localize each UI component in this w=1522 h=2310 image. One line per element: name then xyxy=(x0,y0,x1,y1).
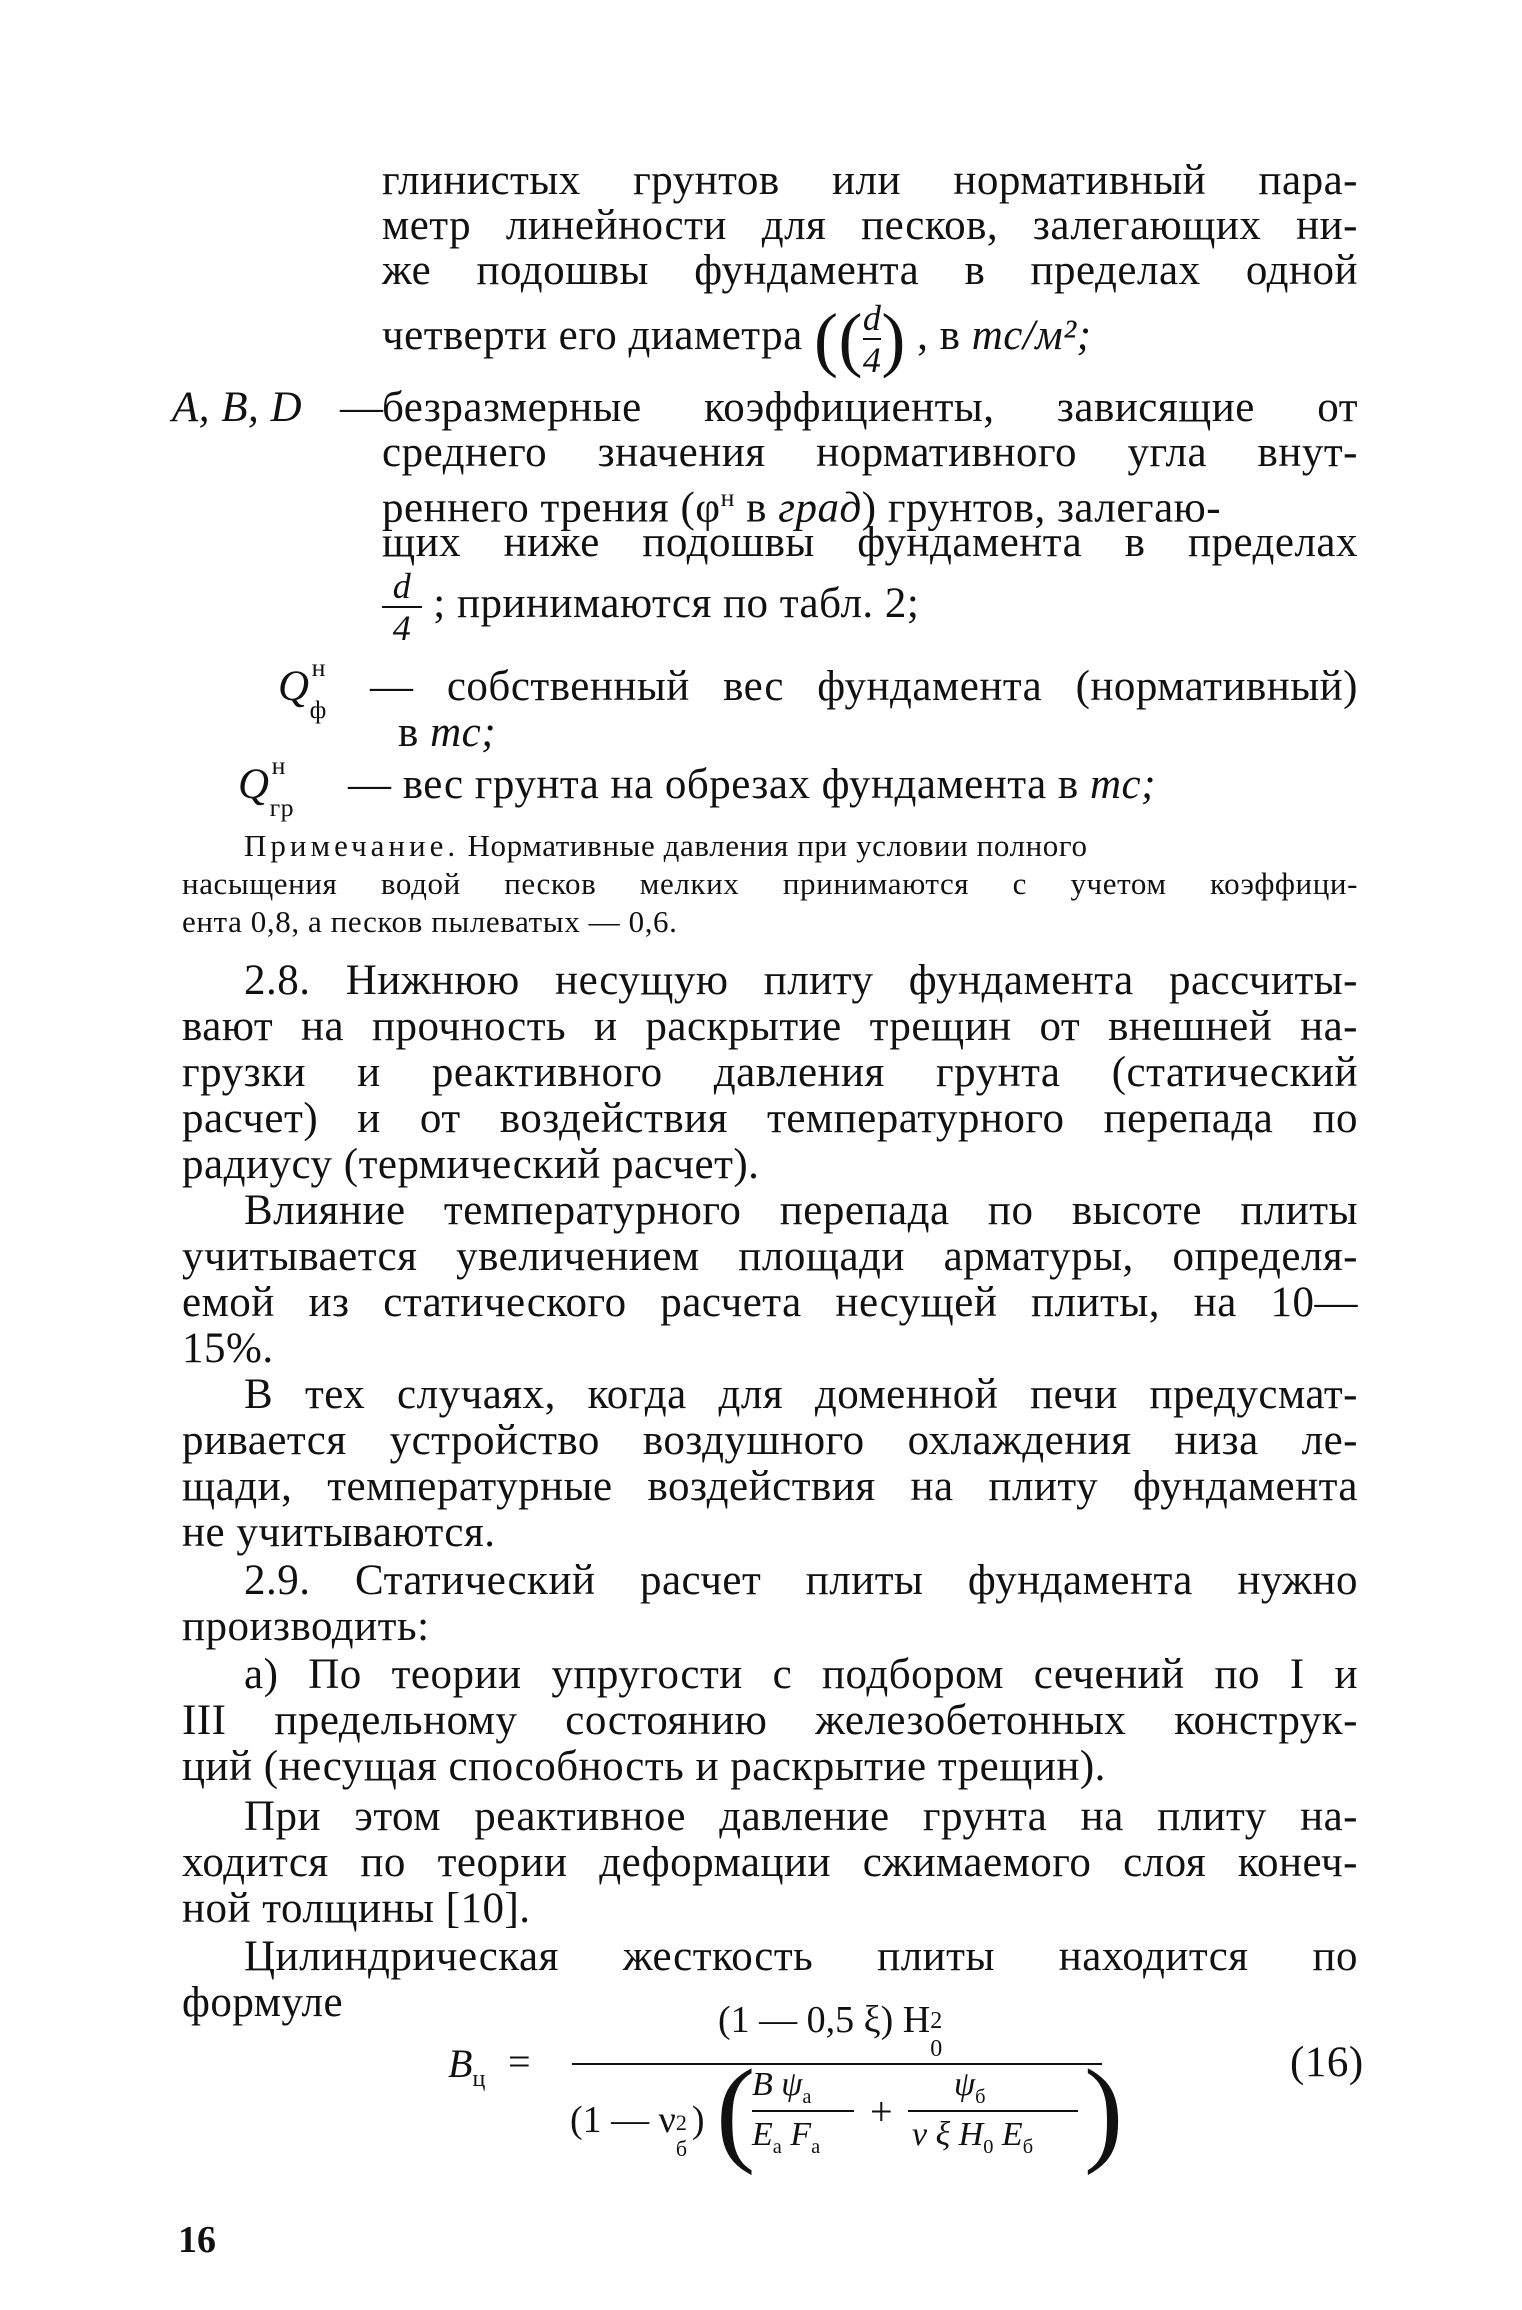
abd-symbol: A, B, D xyxy=(172,384,303,431)
qf-line-2: в тс; xyxy=(398,709,497,756)
s28-line-2: вают на прочность и раскрытие трещин от внешней на- xyxy=(182,1003,1358,1050)
abd-line-2: среднего значения нормативного угла внут- xyxy=(382,429,1358,476)
def-line-4-text: четверти его диаметра xyxy=(382,311,803,359)
note-label: Примечание. xyxy=(244,828,460,863)
def-line-4: четверти его диаметра (( $\frac{d}{4}$ ) , в тс/м²; xyxy=(382,298,1092,380)
note-line-3: ента 0,8, а песков пылеватых — 0,6. xyxy=(182,904,678,939)
s28-line-3: грузки и реактивного давления грунта (статический xyxy=(182,1049,1358,1096)
fraction-d-over-4: $\frac{d}{4}$ xyxy=(862,298,882,380)
def-line-2: метр линейности для песков, залегающих ни- xyxy=(382,202,1358,249)
def-line-3: же подошвы фундамента в пределах одной xyxy=(382,247,1358,294)
formula-big-paren-right: ) xyxy=(1084,2045,1124,2176)
qgr-symbol: Q н $_{гр}$ xyxy=(238,751,295,822)
fraction-d-over-4-b: $\frac{d}{4}$ xyxy=(382,568,422,646)
def-line-1: глинистых грунтов или нормативный пара- xyxy=(382,157,1358,204)
s28-p3-line-3: щади, температурные воздействия на плиту фундамента xyxy=(182,1463,1358,1510)
s29-p2-line-2: III предельному состоянию железобетонных конструк- xyxy=(182,1697,1358,1744)
s28-p2-line-4: 15%. xyxy=(182,1325,274,1372)
abd-line-5: $\frac{d}{4}$ ; принимаются по табл. 2; xyxy=(382,568,919,646)
s28-line-4: расчет) и от воздействия температурного перепада по xyxy=(182,1095,1358,1142)
abd-line-1: безразмерные коэффициенты, зависящие от xyxy=(382,384,1358,431)
formula-frac2-den: ν ξ $H_0$ $E_б$ xyxy=(912,2116,1034,2158)
note-line-1: Примечание. Нормативные давления при условии полного xyxy=(244,828,1088,863)
s29-p4-line-1: Цилиндрическая жесткость плиты находится по xyxy=(244,1933,1358,1980)
formula-main-bar xyxy=(572,2063,1102,2065)
s29-p4-line-2: формуле xyxy=(182,1979,344,2026)
s29-p3-line-3: ной толщины [10]. xyxy=(182,1885,531,1932)
formula-number: (16) xyxy=(1290,2039,1364,2086)
s29-p3-line-2: ходится по теории деформации сжимаемого слоя конеч- xyxy=(182,1839,1358,1886)
formula-den-left: (1 — ν 2 б ) xyxy=(570,2099,705,2161)
s28-p3-line-4: не учитываются. xyxy=(182,1509,496,1556)
formula-big-paren-left: ( xyxy=(716,2045,756,2176)
formula-frac1-bar xyxy=(752,2110,854,2112)
formula-frac2-bar xyxy=(908,2110,1078,2112)
formula-equals: = xyxy=(508,2039,531,2084)
s29-p3-line-1: При этом реактивное давление грунта на плиту на- xyxy=(244,1793,1358,1840)
s28-p3-line-1: В тех случаях, когда для доменной печи предусмат- xyxy=(244,1371,1358,1418)
formula-numerator: (1 — 0,5 ξ) H 2 0 xyxy=(718,1999,943,2062)
s28-line-1: 2.8. Нижнюю несущую плиту фундамента рассчиты- xyxy=(244,957,1358,1004)
s28-p3-line-2: ривается устройство воздушного охлаждения низа ле- xyxy=(182,1417,1358,1464)
formula-frac2-num: $\psi_б$ xyxy=(954,2066,986,2108)
formula-frac1-num: B $\psi_а$ xyxy=(752,2066,812,2108)
qgr-line: — вес грунта на обрезах фундамента в тс; xyxy=(348,761,1156,808)
s28-p2-line-1: Влияние температурного перепада по высоте плиты xyxy=(244,1187,1358,1234)
s29-line-2: производить: xyxy=(182,1603,430,1650)
qf-symbol: Q н $_ф$ xyxy=(278,653,327,724)
abd-line-4: щих ниже подошвы фундамента в пределах xyxy=(382,519,1358,566)
unit-ts-m2: тс/м²; xyxy=(971,311,1092,359)
s28-line-5: радиусу (термический расчет). xyxy=(182,1141,760,1188)
s28-p2-line-2: учитывается увеличением площади арматуры, определя- xyxy=(182,1233,1358,1280)
abd-line-3: реннего трения ($\varphi^н$ в град) грунтов, залегаю- xyxy=(382,483,1222,532)
formula-plus: + xyxy=(870,2089,893,2134)
s29-line-1: 2.9. Статический расчет плиты фундамента нужно xyxy=(244,1557,1358,1604)
s29-p2-line-3: ций (несущая способность и раскрытие трещин). xyxy=(182,1743,1106,1790)
note-line-2: насыщения водой песков мелких принимаются с учетом коэффици- xyxy=(182,866,1358,901)
page-number: 16 xyxy=(178,2219,216,2261)
abd-dash: — xyxy=(340,384,384,431)
formula-frac1-den: $E_а$ $F_а$ xyxy=(752,2116,821,2158)
s29-p2-line-1: а) По теории упругости с подбором сечений по I и xyxy=(244,1651,1358,1698)
s28-p2-line-3: емой из статического расчета несущей плиты, на 10— xyxy=(182,1279,1358,1326)
qf-line-1: — собственный вес фундамента (нормативный) xyxy=(370,663,1358,710)
formula-lhs: $B_ц$ xyxy=(448,2041,486,2092)
